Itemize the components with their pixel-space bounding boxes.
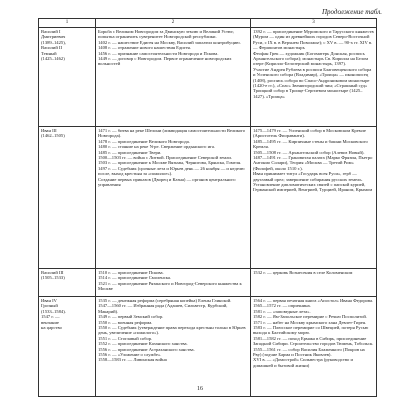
ruler-text: Иван III (1462–1505)	[41, 128, 65, 139]
politics-text: Борьба с Великим Новгородом за Двинскую землю и Великий Устюг, попытка ограничить суверенитет Новгородской республики. 1402 г. — нашествие Едигея на Москву, Василий заплатил контрибуцию. 1408 г. — отражение нового нашествия Едигея. 1456 г. — признание самостоятельности Новгорода и Пскова. 1449 г. — договор с Новгородом. Первое ограничение новгородских вольностей	[98, 29, 241, 67]
column-number: 3	[251, 19, 377, 28]
politics-text: 1510 г. — присоединение Пскова. 1514 г. — присоединение Смоленска. 1521 г. — присоединение Рязанского и Новгород-Северского княжества к Москве	[98, 270, 242, 292]
page-number: 16	[197, 386, 203, 392]
table-row	[39, 28, 377, 127]
politics-cell	[96, 28, 251, 127]
politics-cell	[96, 269, 251, 297]
column-number-row	[39, 19, 377, 28]
column-number: 2	[96, 19, 251, 28]
culture-cell	[251, 297, 377, 397]
politics-cell	[96, 127, 251, 269]
culture-text: 1564 г. — первая печатная книга «Апостол» Ивана Федорова. 1565—1572 гг. — опричнина. 1581 г. — «заповедные лета». 1582 г. — Ям-Запольское перемирие с Речью Посполитой. 1571 г. — набег на Москву крымского хана Девлет-Гирея. 1583 г. — Плюсское перемирие со Швецией, потеря Русью выхода к Балтийскому морю. 1581—1582 гг. — поход Ермака в Сибирь, присоединение Западной Сибири. Строительство городов Тюмень, Тобольск. 1555—1561 гг. — собор Василия Блаженного (Покров на Рву) (зодчие Барма и Постник Яковлев). XVI в. — «Домострой» Сильвестра (руководство и домашней и бытовой жизни)	[253, 298, 374, 368]
culture-cell	[251, 127, 377, 269]
continuation-label: Продолжение табл.	[321, 8, 382, 16]
table-row	[39, 127, 377, 269]
politics-text: 1535 г. — денежная реформа (серебряная копейка) Елены Глинской. 1547—1560 гг. — Избранная рада (Адашев, Сильвестр, Курбский, Макарий). 1549 г. — первый Земский собор. 1550 г. — военная реформа. 1550 г. — Судебник (утверждение права перехода крестьян только в Юрьев день, увеличение «пожилого»). 1551 г. — Стоглавый собор. 1552 г. — присоединение Казанского ханства. 1556 г. — присоединение Астраханского ханства. 1556 г. — «Уложение о службе». 1558—1583 гг. — Ливонская война	[98, 298, 246, 363]
culture-text: 1392 г. — присоединение Муромского и Тарусского княжеств (Муром — один из древнейших городов Северо-Восточной Руси, с IX в. в Верхнем Поволжье); с XV в. — 90-х гг. XIV в. — Ферапонтов монастырь Феофан Грек — художник (Богоматерь Донская, роспись Архангельского собора); монастырь Св. Кирилла на Белом озере (Кирилло-Белозерский монастырь, 1397). Участие Андрея Рублева в росписи Благовещенского собора и Успенского собора (Владимир), «Троица» — иконописец (1408), роспись собора во Спасо-Андрониковом монастыре (1420-е гг.), «Спас» Звенигородский чин; «Страшный суд» Троицкий собор в Троице-Сергиевом монастыре (1425–1427). «Троица»	[253, 29, 374, 99]
politics-cell	[96, 297, 251, 397]
culture-cell	[251, 28, 377, 127]
ruler-cell	[39, 269, 96, 297]
history-table	[38, 18, 377, 397]
ruler-text: Василий I Дмитриевич (1389–1425), Василий II Темный (1425–1462)	[41, 29, 66, 62]
culture-text: 1532 г. — церковь Вознесения в селе Коломенском	[253, 270, 353, 275]
column-number: 1	[39, 19, 96, 28]
table-row	[39, 297, 377, 397]
ruler-text: Иван IV Грозный (1533–1584). 1547 г. — венчание на царство	[41, 298, 66, 331]
table-row	[39, 269, 377, 297]
culture-cell	[251, 269, 377, 297]
ruler-cell	[39, 297, 96, 397]
politics-text: 1471 г. — битва на реке Шелони (ликвидация самостоятельности Великого Новгорода). 1478 г. — присоединение Великого Новгорода. 1480 г. — стояние на реке Угре. Свержение ордынского ига. 1485 г. — присоединение Твери. 1500—1503 гг. — война с Литвой. Присоединение Северской земли. 1503 г. — присоединение к Москве Вязьмы, Чернигова, Брянска, Гомеля. 1497 г. — Судебник (срочные лета и Юрьев день — 26 ноября — и неделю после, выход крестьян за «пожилое»). Создание первых приказов (Дворец и Казна) — органов центрального управления	[98, 128, 246, 188]
ruler-cell	[39, 127, 96, 269]
ruler-cell	[39, 28, 96, 127]
ruler-text: Василий III (1505–1533)	[41, 270, 65, 281]
culture-text: 1475—1479 гг. — Успенский собор в Московском Кремле (Аристотель Фиораванти). 1485—1495 гг. — Кирпичные стены и башни Московского Кремля. 1505—1508 гг. — Архангельский собор (Алевиз Новый). 1487—1491 гг. — Грановитая палата (Марко Фрязин, Пьетро Антонио Солари), Теория «Москва — Третий Рим» (Филофей, около 1510 г.). Иван принимает титул «Государь всея Руси», герб — двуглавый орел; завершение собирания русских земель. Установление дипломатических связей с папской курией, Германской империей, Венгрией, Турцией, Ираном, Крымом	[253, 128, 373, 193]
